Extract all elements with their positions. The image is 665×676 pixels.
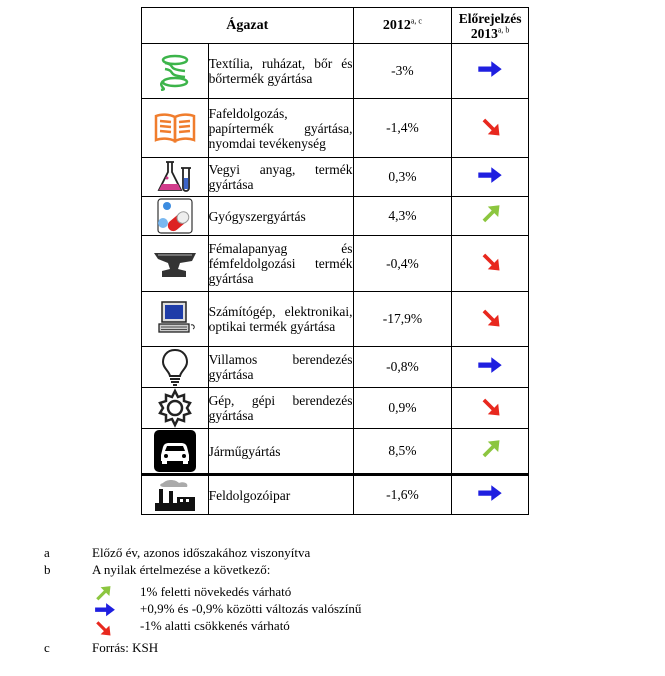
arrow-down-icon bbox=[94, 619, 112, 641]
header-year bbox=[353, 8, 452, 44]
forecast-arrow-cell bbox=[452, 388, 529, 429]
footnote-c-letter: c bbox=[44, 640, 50, 655]
footnote-b-letter: b bbox=[44, 562, 51, 577]
sector-icon-cell bbox=[142, 99, 209, 158]
header-forecast-sup: a, b bbox=[497, 25, 510, 34]
legend-down-text: -1% alatti csökkenés várható bbox=[140, 618, 290, 633]
book-icon bbox=[142, 112, 208, 144]
table-row bbox=[142, 347, 529, 388]
arrow-down-icon bbox=[480, 124, 501, 139]
arrow-right-icon bbox=[477, 172, 503, 187]
forecast-arrow-cell bbox=[452, 99, 529, 158]
arrow-right-icon bbox=[477, 66, 503, 81]
sector-name: Gép, gépi berendezés gyártása bbox=[208, 388, 353, 429]
value-2012: -0,4% bbox=[353, 236, 452, 292]
sector-icon-cell bbox=[142, 197, 209, 236]
sector-table bbox=[141, 7, 529, 515]
table-row bbox=[142, 44, 529, 99]
arrow-down-icon bbox=[480, 404, 501, 419]
sector-icon-cell bbox=[142, 44, 209, 99]
header-year-label: 2012 bbox=[382, 17, 411, 33]
thread-spool-icon bbox=[142, 51, 208, 91]
pills-icon bbox=[142, 197, 208, 235]
sector-icon-cell bbox=[142, 158, 209, 197]
forecast-arrow-cell bbox=[452, 429, 529, 475]
forecast-arrow-cell bbox=[452, 44, 529, 99]
light-bulb-icon bbox=[142, 347, 208, 387]
footnote-a-text: Előző év, azonos időszakához viszonyítva bbox=[92, 545, 311, 560]
sector-name: Villamos berendezés gyártása bbox=[208, 347, 353, 388]
gear-icon bbox=[142, 388, 208, 428]
sector-name: Járműgyártás bbox=[208, 429, 353, 475]
arrow-up-icon bbox=[480, 447, 501, 462]
sector-name: Gyógyszergyártás bbox=[208, 197, 353, 236]
arrow-down-icon bbox=[480, 260, 501, 275]
sector-icon-cell bbox=[142, 475, 209, 515]
table-row bbox=[142, 99, 529, 158]
factory-icon bbox=[142, 477, 208, 513]
arrow-right-icon bbox=[477, 362, 503, 377]
value-2012: 0,3% bbox=[353, 158, 452, 197]
forecast-arrow-cell bbox=[452, 236, 529, 292]
legend-stable-text: +0,9% és -0,9% közötti változás valószínű bbox=[140, 601, 362, 616]
car-icon bbox=[142, 429, 208, 473]
anvil-icon bbox=[142, 247, 208, 281]
arrow-right-icon bbox=[477, 490, 503, 505]
value-2012: -3% bbox=[353, 44, 452, 99]
arrow-down-icon bbox=[480, 315, 501, 330]
sector-name: Textília, ruházat, bőr és bőrtermék gyártása bbox=[208, 44, 353, 99]
header-sector: Ágazat bbox=[142, 8, 354, 44]
value-2012: -1,6% bbox=[353, 475, 452, 515]
sector-icon-cell bbox=[142, 236, 209, 292]
table-row bbox=[142, 292, 529, 347]
arrow-up-icon bbox=[480, 212, 501, 227]
table-row bbox=[142, 429, 529, 475]
table-row bbox=[142, 475, 529, 515]
header-forecast-line2: 2013 bbox=[470, 25, 498, 41]
header-forecast bbox=[452, 8, 529, 44]
value-2012: 8,5% bbox=[353, 429, 452, 475]
chemistry-flask-icon bbox=[142, 158, 208, 196]
footnote-c-text: Forrás: KSH bbox=[92, 640, 159, 655]
sector-name: Fafeldolgozás, papírtermék gyártása, nyomdai tevékenység bbox=[208, 99, 353, 158]
footnote-b-text: A nyilak értelmezése a következő: bbox=[92, 562, 271, 577]
forecast-arrow-cell bbox=[452, 347, 529, 388]
value-2012: -17,9% bbox=[353, 292, 452, 347]
table-row bbox=[142, 197, 529, 236]
forecast-arrow-cell bbox=[452, 475, 529, 515]
sector-name: Feldolgozóipar bbox=[208, 475, 353, 515]
sector-icon-cell bbox=[142, 347, 209, 388]
value-2012: -1,4% bbox=[353, 99, 452, 158]
table-row bbox=[142, 158, 529, 197]
header-year-sup: a, c bbox=[410, 15, 422, 25]
forecast-arrow-cell bbox=[452, 197, 529, 236]
value-2012: -0,8% bbox=[353, 347, 452, 388]
forecast-arrow-cell bbox=[452, 292, 529, 347]
computer-icon bbox=[142, 299, 208, 339]
table-row bbox=[142, 236, 529, 292]
forecast-arrow-cell bbox=[452, 158, 529, 197]
table-row bbox=[142, 388, 529, 429]
sector-icon-cell bbox=[142, 292, 209, 347]
sector-name: Számítógép, elektronikai, optikai termék gyártása bbox=[208, 292, 353, 347]
footnote-a-letter: a bbox=[44, 545, 50, 560]
value-2012: 0,9% bbox=[353, 388, 452, 429]
value-2012: 4,3% bbox=[353, 197, 452, 236]
table-header-row bbox=[142, 8, 529, 44]
sector-icon-cell bbox=[142, 388, 209, 429]
sector-icon-cell bbox=[142, 429, 209, 475]
sector-name: Vegyi anyag, termék gyártása bbox=[208, 158, 353, 197]
header-forecast-line1: Előrejelzés bbox=[458, 10, 522, 26]
legend-up-text: 1% feletti növekedés várható bbox=[140, 584, 292, 599]
sector-name: Fémalapanyag és fémfeldolgozási termék gyártása bbox=[208, 236, 353, 292]
